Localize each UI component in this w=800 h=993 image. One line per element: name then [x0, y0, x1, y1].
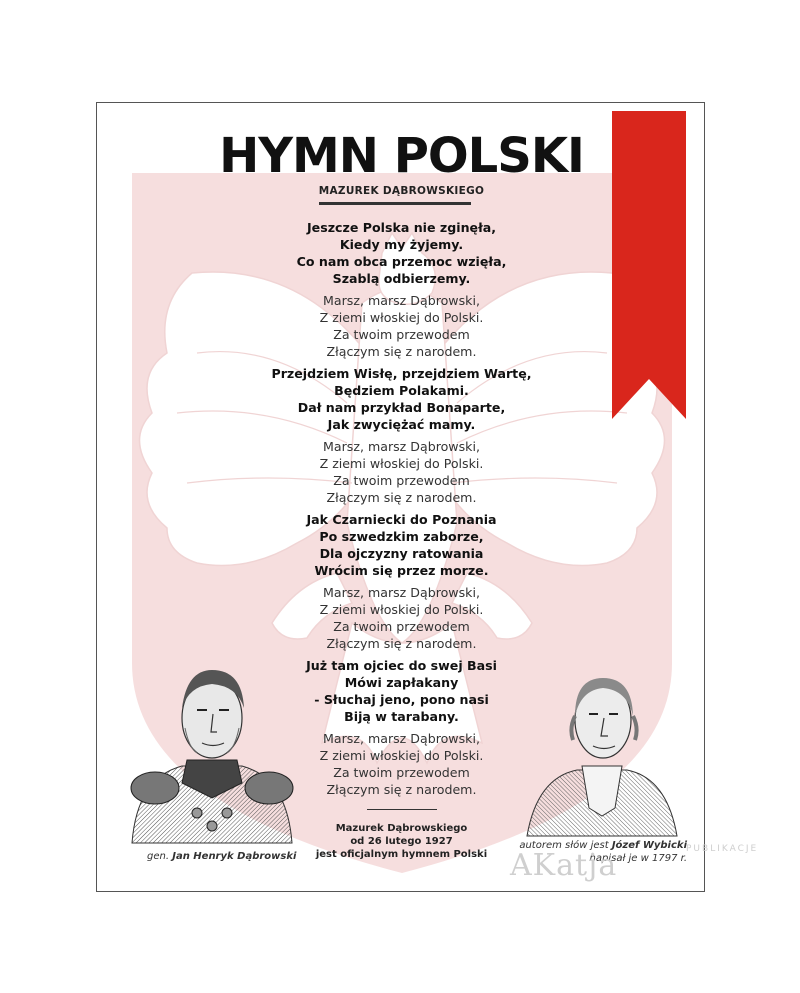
watermark-small: PUBLIKACJE — [686, 844, 759, 854]
footer-line: od 26 lutego 1927 — [350, 836, 453, 847]
stanza-verse-3 — [247, 511, 556, 579]
stanza-verse-2 — [247, 365, 556, 433]
lyric-line: Wrócim się przez morze. — [314, 563, 489, 578]
lyric-line: Będziem Polakami. — [334, 383, 469, 398]
caption-name: Józef Wybicki — [611, 840, 687, 851]
footer-divider — [367, 809, 437, 810]
lyric-line: Z ziemi włoskiej do Polski. — [319, 602, 484, 617]
footer-line: Mazurek Dąbrowskiego — [335, 823, 468, 834]
stanza-verse-1 — [247, 219, 556, 287]
lyric-line: Już tam ojciec do swej Basi — [306, 658, 497, 673]
lyric-line: Marsz, marsz Dąbrowski, — [323, 439, 480, 454]
stanza-chorus-2 — [247, 438, 556, 506]
caption-dabrowski — [147, 851, 317, 862]
caption-name: Jan Henryk Dąbrowski — [172, 851, 297, 862]
lyric-line: Kiedy my żyjemy. — [339, 237, 464, 252]
lyric-line: Szablą odbierzemy. — [332, 271, 471, 286]
lyric-line: Jeszcze Polska nie zginęła, — [306, 220, 497, 235]
lyric-line: Przejdziem Wisłę, przejdziem Wartę, — [271, 366, 532, 381]
footer-note — [297, 822, 506, 861]
stanza-chorus-1 — [247, 292, 556, 360]
lyric-line: Za twoim przewodem — [333, 473, 470, 488]
lyric-line: Za twoim przewodem — [333, 765, 470, 780]
lyric-line: Złączym się z narodem. — [326, 782, 477, 797]
lyric-line: Mówi zapłakany — [344, 675, 459, 690]
lyric-line: Jak Czarniecki do Poznania — [306, 512, 497, 527]
lyric-line: Z ziemi włoskiej do Polski. — [319, 748, 484, 763]
lyric-line: Za twoim przewodem — [333, 619, 470, 634]
lyric-line: Marsz, marsz Dąbrowski, — [323, 293, 480, 308]
lyric-line: - Słuchaj jeno, pono nasi — [314, 692, 489, 707]
lyric-line: Marsz, marsz Dąbrowski, — [323, 731, 480, 746]
stanza-chorus-3 — [247, 584, 556, 652]
footer-line: jest oficjalnym hymnem Polski — [315, 849, 488, 860]
lyric-line: Za twoim przewodem — [333, 327, 470, 342]
poster-title: HYMN POLSKI — [219, 128, 584, 184]
caption-prefix: autorem słów jest — [519, 840, 609, 851]
lyric-line: Co nam obca przemoc wzięła, — [296, 254, 507, 269]
portrait-wybicki-icon — [517, 658, 682, 838]
lyric-line: Złączym się z narodem. — [326, 636, 477, 651]
lyric-line: Po szwedzkim zaborze, — [319, 529, 484, 544]
lyric-line: Marsz, marsz Dąbrowski, — [323, 585, 480, 600]
lyric-line: Dał nam przykład Bonaparte, — [297, 400, 506, 415]
watermark-logo: AKatja — [510, 848, 618, 883]
caption-prefix: gen. — [147, 851, 170, 862]
title-underline — [319, 202, 471, 205]
lyric-line: Złączym się z narodem. — [326, 344, 477, 359]
caption-line2: napisał je w 1797 r. — [589, 853, 687, 864]
poster-subtitle: MAZUREK DĄBROWSKIEGO — [318, 185, 485, 197]
lyric-line: Złączym się z narodem. — [326, 490, 477, 505]
portrait-dabrowski-icon — [127, 648, 297, 848]
lyric-line: Z ziemi włoskiej do Polski. — [319, 310, 484, 325]
lyric-line: Dla ojczyzny ratowania — [319, 546, 484, 561]
lyric-line: Z ziemi włoskiej do Polski. — [319, 456, 484, 471]
lyric-line: Biją w tarabany. — [344, 709, 459, 724]
anthem-poster — [96, 102, 705, 892]
lyric-line: Jak zwyciężać mamy. — [327, 417, 476, 432]
